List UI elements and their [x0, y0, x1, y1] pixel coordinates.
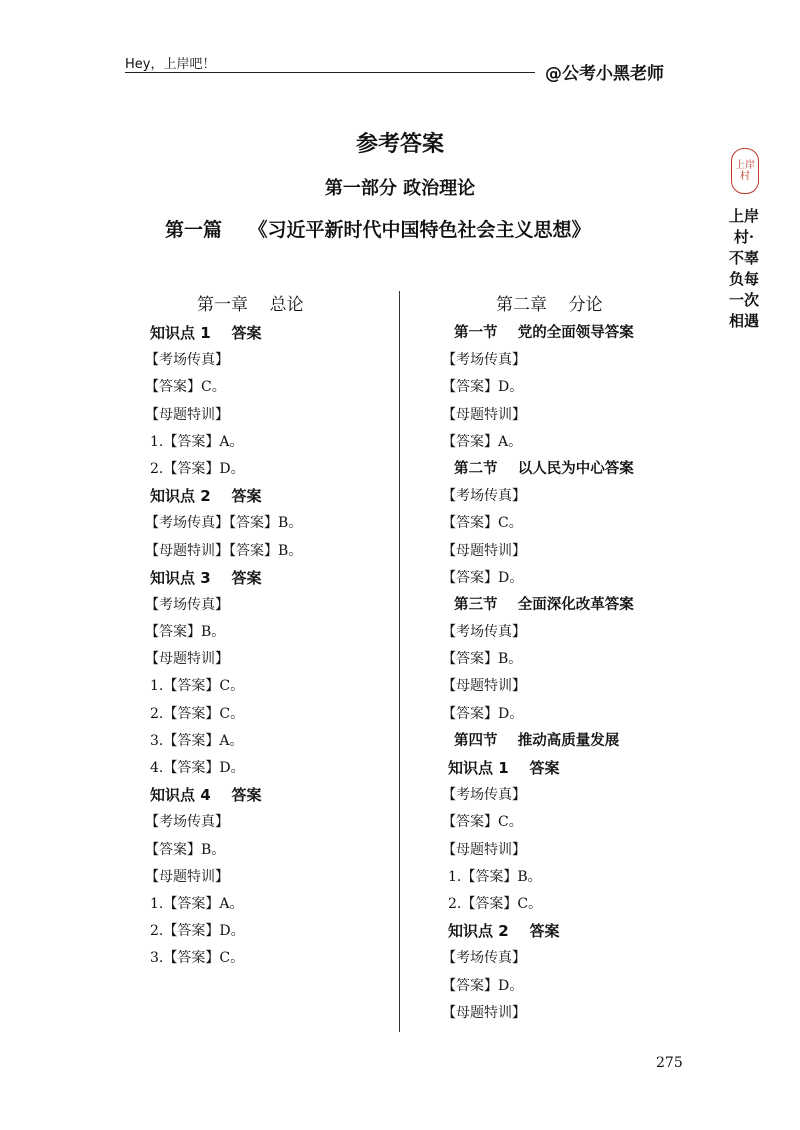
piece-title: 第一篇 《习近平新时代中国特色社会主义思想》 — [165, 219, 591, 241]
answer-line: 【答案】D。 — [442, 705, 524, 722]
answer-line: 【考场传真】 — [145, 814, 229, 831]
answer-line: 【考场传真】 — [442, 624, 526, 641]
answer-line: 【考场传真】 — [442, 352, 526, 369]
column-divider — [399, 291, 400, 1032]
page-number: 275 — [656, 1055, 683, 1071]
answer-line: 3.【答案】A。 — [150, 732, 244, 749]
answer-line: 1.【答案】A。 — [150, 895, 244, 912]
answer-line: 【答案】A。 — [442, 433, 523, 450]
answer-line: 【考场传真】 — [442, 488, 526, 505]
section-heading: 第一节 党的全面领导答案 — [454, 325, 634, 341]
answer-line: 【母题特训】 — [442, 841, 526, 858]
answer-line: 2.【答案】D。 — [150, 460, 245, 477]
answer-line: 1.【答案】A。 — [150, 433, 244, 450]
answer-line: 【考场传真】【答案】B。 — [145, 515, 303, 532]
section-heading: 第三节 全面深化改革答案 — [454, 596, 634, 613]
header-author: @公考小黑老师 — [545, 64, 664, 84]
answer-line: 【母题特训】 — [145, 406, 229, 423]
header-left-text: Hey，上岸吧！ — [125, 57, 216, 72]
answer-line: 【考场传真】 — [145, 352, 229, 369]
answer-line: 【答案】D。 — [442, 977, 524, 994]
answer-line: 【母题特训】 — [442, 406, 526, 423]
answer-line: 3.【答案】C。 — [150, 950, 245, 967]
answer-line: 1.【答案】C。 — [150, 678, 245, 695]
answer-line: 【答案】C。 — [145, 379, 226, 396]
answer-line: 2.【答案】C。 — [448, 895, 543, 912]
answer-line: 4.【答案】D。 — [150, 760, 245, 776]
answer-line: 【答案】B。 — [442, 651, 523, 668]
page-title: 参考答案 — [355, 132, 444, 157]
answer-line: 【答案】B。 — [145, 841, 226, 858]
side-brand — [729, 148, 759, 332]
section-heading: 知识点 4 答案 — [150, 786, 262, 805]
section-heading: 知识点 1 答案 — [150, 324, 262, 342]
seal-logo: 上岸村 — [731, 148, 759, 194]
header-rule — [125, 72, 535, 73]
section-heading: 第二节 以人民为中心答案 — [454, 460, 634, 477]
answer-line: 【母题特训】 — [442, 1004, 526, 1021]
answer-line: 2.【答案】C。 — [150, 705, 245, 722]
section-heading: 知识点 1 答案 — [448, 759, 560, 777]
section-heading: 知识点 3 答案 — [150, 568, 262, 587]
answer-line: 【答案】B。 — [145, 624, 226, 641]
answer-line: 【母题特训】 — [145, 868, 229, 885]
right-column — [440, 290, 690, 1027]
answer-line: 【答案】D。 — [442, 379, 524, 396]
answer-line: 【答案】D。 — [442, 569, 524, 586]
answer-line: 【答案】C。 — [442, 515, 523, 532]
answer-line: 【母题特训】 — [145, 651, 229, 668]
section-heading: 第四节 推动高质量发展 — [454, 732, 620, 749]
answer-line: 【母题特训】 — [442, 678, 526, 695]
side-slogan: 上岸村·不辜负每一次相遇 — [729, 207, 760, 330]
answer-line: 2.【答案】D。 — [150, 923, 245, 940]
part-title: 第一部分 政治理论 — [324, 178, 476, 199]
answer-line: 【答案】C。 — [442, 814, 523, 831]
answer-line: 【母题特训】【答案】B。 — [145, 542, 303, 559]
section-heading: 知识点 2 答案 — [150, 487, 262, 506]
answer-line: 1.【答案】B。 — [448, 868, 542, 885]
chapter-heading: 第一章 总论 — [197, 295, 304, 315]
answer-line: 【考场传真】 — [442, 787, 526, 804]
answer-line: 【母题特训】 — [442, 542, 526, 559]
chapter-heading: 第二章 分论 — [496, 295, 603, 315]
section-heading: 知识点 2 答案 — [448, 922, 560, 941]
answer-line: 【考场传真】 — [145, 596, 229, 613]
left-column — [145, 290, 390, 973]
answer-line: 【考场传真】 — [442, 950, 526, 967]
